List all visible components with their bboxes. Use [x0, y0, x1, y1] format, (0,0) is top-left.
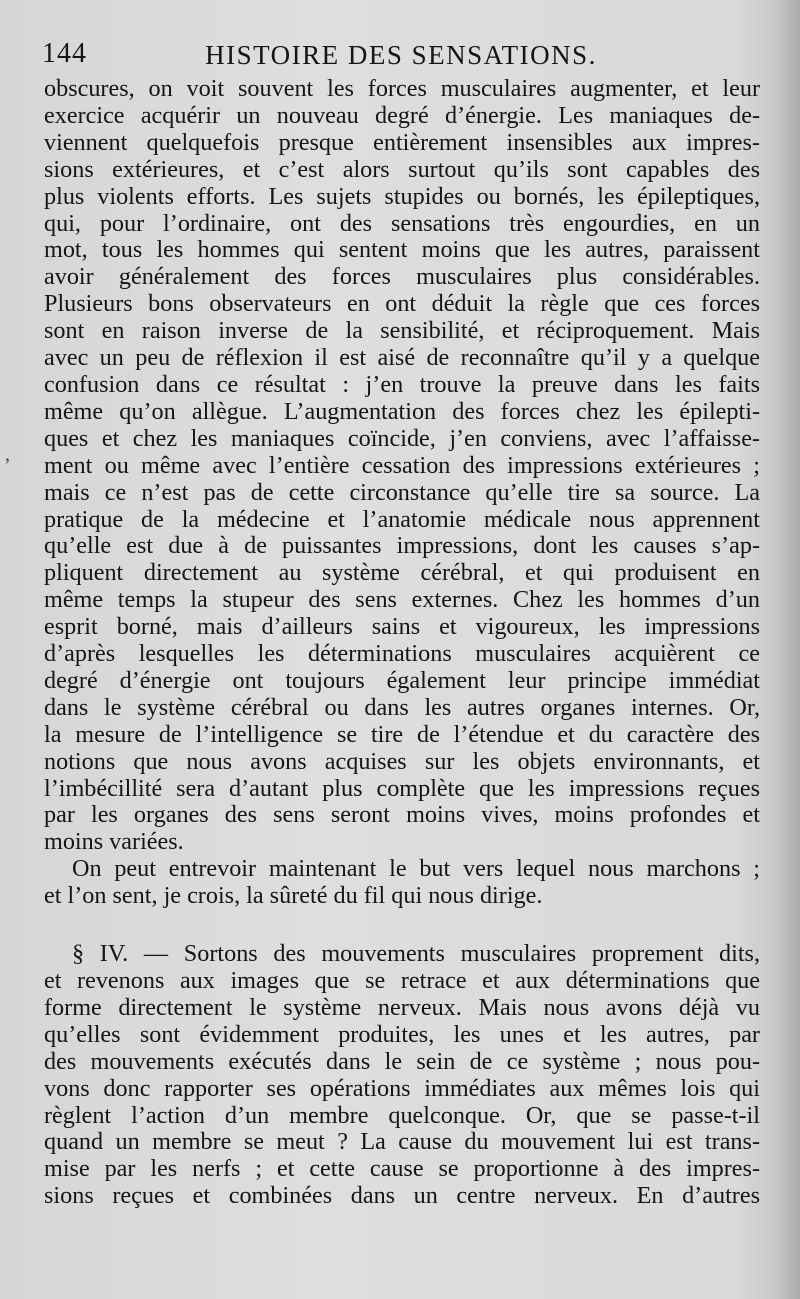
paragraph-2 [44, 856, 760, 910]
text-line: par les organes des sens seront moins vives, moins profondes et [44, 801, 760, 829]
text-line: plus violents efforts. Les sujets stupides ou bornés, les épileptiques, [44, 182, 760, 210]
page-header [42, 38, 760, 78]
text-line: ques et chez les maniaques coïncide, j’en conviens, avec l’affaisse- [44, 424, 760, 452]
text-line: forme directement le système nerveux. Mais nous avons déjà vu [44, 993, 760, 1021]
text-line: la mesure de l’intelligence se tire de l’étendue et du caractère des [44, 720, 760, 748]
running-title: HISTOIRE DES SENSATIONS. [205, 40, 597, 70]
text-line: On peut entrevoir maintenant le but vers lequel nous marchons ; [72, 855, 760, 883]
text-line: Plusieurs bons observateurs en ont déduit la règle que ces forces [44, 290, 760, 318]
text-line: mais ce n’est pas de cette circonstance qu’elle tire sa source. La [44, 478, 760, 506]
text-line: viennent quelquefois presque entièrement insensibles aux impres- [44, 128, 760, 156]
text-line: exercice acquérir un nouveau degré d’énergie. Les maniaques de- [44, 101, 760, 129]
text-line: qu’elle est due à de puissantes impressions, dont les causes s’ap- [44, 532, 760, 560]
margin-mark: ʼ [4, 455, 11, 477]
text-line: pliquent directement au système cérébral, et qui produisent en [44, 559, 760, 587]
text-line: qui, pour l’ordinaire, ont des sensations très engourdies, en un [44, 209, 760, 237]
text-line: notions que nous avons acquises sur les objets environnants, et [44, 747, 760, 775]
paragraph-1 [44, 76, 760, 856]
text-line: mise par les nerfs ; et cette cause se proportionne à des impres- [44, 1155, 760, 1183]
text-line: moins variées. [44, 828, 184, 856]
text-line: mot, tous les hommes qui sentent moins que les autres, paraissent [44, 236, 760, 264]
text-line: d’après lesquelles les déterminations musculaires acquièrent ce [44, 640, 760, 668]
text-line: avoir généralement des forces musculaires plus considérables. [44, 263, 760, 291]
text-line: dans le système cérébral ou dans les autres organes internes. Or, [44, 693, 760, 721]
text-line: sions reçues et combinées dans un centre nerveux. En d’autres [44, 1182, 760, 1210]
text-line: vons donc rapporter ses opérations immédiates aux mêmes lois qui [44, 1074, 760, 1102]
text-line: confusion dans ce résultat : j’en trouve la preuve dans les faits [44, 370, 760, 398]
text-line: esprit borné, mais d’ailleurs sains et vigoureux, les impressions [44, 613, 760, 641]
text-line: l’imbécillité sera d’autant plus complète que les impressions reçues [44, 774, 760, 802]
text-line: degré d’énergie ont toujours également leur principe immédiat [44, 666, 760, 694]
text-line: et l’on sent, je crois, la sûreté du fil qui nous dirige. [44, 882, 543, 910]
text-line: quand un membre se meut ? La cause du mouvement lui est trans- [44, 1128, 760, 1156]
text-line: règlent l’action d’un membre quelconque. Or, que se passe-t-il [44, 1101, 760, 1129]
section-gap [44, 910, 760, 941]
text-line: même temps la stupeur des sens externes. Chez les hommes d’un [44, 586, 760, 614]
text-line: ment ou même avec l’entière cessation des impressions extérieures ; [44, 451, 760, 479]
text-line: sont en raison inverse de la sensibilité, et réciproquement. Mais [44, 317, 760, 345]
text-line: obscures, on voit souvent les forces musculaires augmenter, et leur [44, 75, 760, 102]
text-line: et revenons aux images que se retrace et aux déterminations que [44, 967, 760, 994]
text-line: sions extérieures, et c’est alors surtout qu’ils sont capables des [44, 155, 760, 183]
page-number: 144 [42, 38, 87, 69]
text-line: § IV. — Sortons des mouvements musculaires proprement dits, [72, 940, 760, 968]
text-line: avec un peu de réflexion il est aisé de reconnaître qu’il y a quelque [44, 344, 760, 372]
text-line: pratique de la médecine et l’anatomie médicale nous apprennent [44, 505, 760, 533]
text-line: même qu’on allègue. L’augmentation des forces chez les épilepti- [44, 397, 760, 425]
text-line: des mouvements exécutés dans le sein de ce système ; nous pou- [44, 1047, 760, 1075]
body-text [44, 76, 760, 1210]
text-line: qu’elles sont évidemment produites, les unes et les autres, par [44, 1020, 760, 1048]
paragraph-3 [44, 941, 760, 1210]
